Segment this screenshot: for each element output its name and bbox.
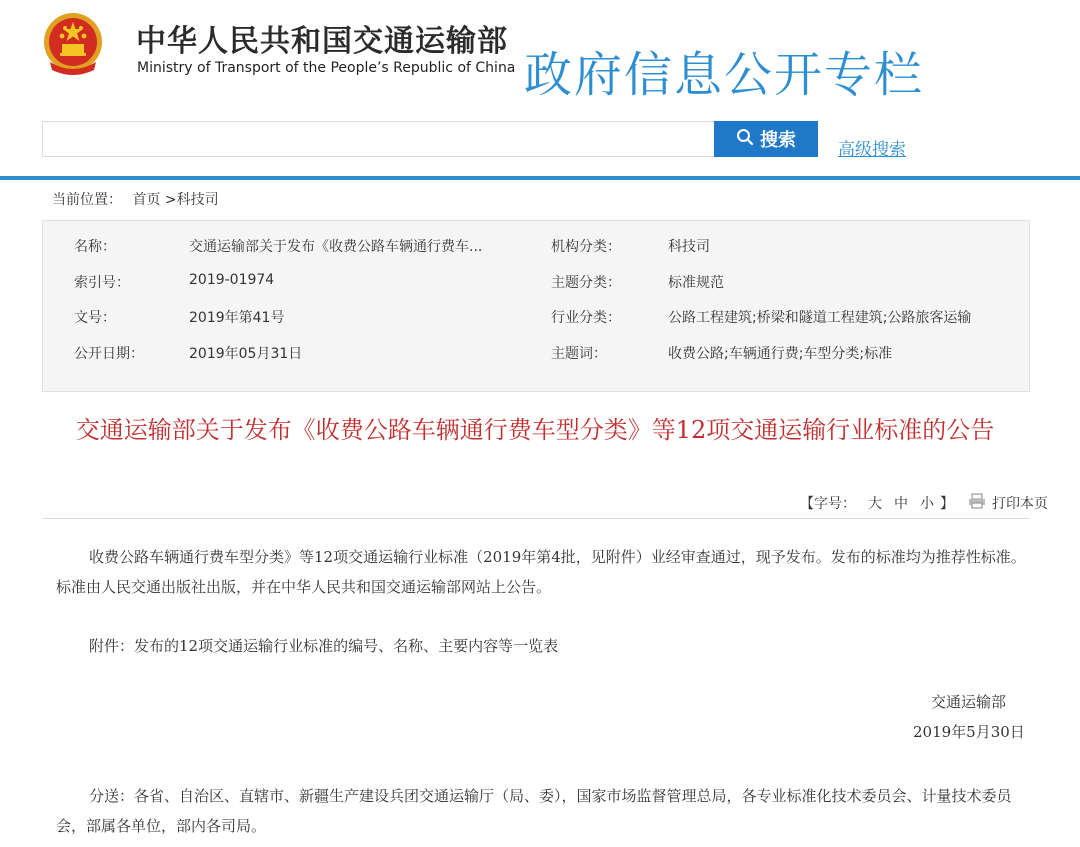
column-title: 政府信息公开专栏 <box>524 47 925 103</box>
font-size-medium-link[interactable]: 中 <box>894 496 908 512</box>
meta-name-value: 交通运输部关于发布《收费公路车辆通行费车... <box>189 239 483 255</box>
attachment-line: 附件：发布的12项交通运输行业标准的编号、名称、主要内容等一览表 <box>89 637 559 655</box>
meta-date-label: 公开日期： <box>74 346 144 362</box>
meta-org-value: 科技司 <box>668 239 710 255</box>
font-size-suffix: 】 <box>940 496 954 512</box>
meta-industry-value: 公路工程建筑;桥梁和隧道工程建筑;公路旅客运输 <box>668 310 972 326</box>
meta-index-label: 索引号： <box>74 275 130 291</box>
print-page-link[interactable]: 打印本页 <box>992 496 1048 512</box>
meta-name-label: 名称： <box>74 239 116 255</box>
breadcrumb-prefix: 当前位置： <box>52 192 122 208</box>
meta-date-value: 2019年05月31日 <box>189 346 303 362</box>
font-size-prefix: 【字号： <box>800 496 856 512</box>
breadcrumb-current-link[interactable]: 科技司 <box>176 192 219 208</box>
breadcrumb-home-link[interactable]: 首页 <box>132 192 161 208</box>
signature-org: 交通运输部 <box>931 693 1007 711</box>
font-size-large-link[interactable]: 大 <box>868 496 882 512</box>
meta-industry-label: 行业分类： <box>551 310 621 326</box>
meta-docno-label: 文号： <box>74 310 116 326</box>
distribution-paragraph: 分送：各省、自治区、直辖市、新疆生产建设兵团交通运输厅（局、委），国家市场监督管理总局，各专业标准化技术委员会、计量技术委员会，部属各单位，部内各司局。 <box>56 787 1012 835</box>
meta-keywords-label: 主题词： <box>551 346 607 362</box>
font-size-small-link[interactable]: 小 <box>920 496 934 512</box>
meta-topic-value: 标准规范 <box>668 275 724 291</box>
site-name-cn: 中华人民共和国交通运输部 <box>136 24 508 59</box>
meta-index-value: 2019-01974 <box>189 272 275 288</box>
breadcrumb-separator: > <box>160 192 177 208</box>
national-emblem-icon <box>40 10 106 80</box>
breadcrumb <box>52 189 219 209</box>
search-input[interactable] <box>42 121 714 157</box>
document-title: 交通运输部关于发布《收费公路车辆通行费车型分类》等12项交通运输行业标准的公告 <box>75 416 995 444</box>
search-button-label: 搜索 <box>760 130 796 151</box>
site-name-en: Ministry of Transport of the People’s Republic of China <box>137 60 516 76</box>
font-size-toolbar <box>800 493 1054 513</box>
search-button[interactable] <box>714 121 818 157</box>
signature-date: 2019年5月30日 <box>913 723 1025 741</box>
meta-docno-value: 2019年第41号 <box>189 310 285 326</box>
search-icon <box>736 128 754 151</box>
body-paragraph-1: 收费公路车辆通行费车型分类》等12项交通运输行业标准（2019年第4批，见附件）业经审查通过，现予发布。发布的标准均为推荐性标准。标准由人民交通出版社出版，并在中华人民共和国交通运输部网站上公告。 <box>56 548 1026 596</box>
printer-icon <box>968 493 986 513</box>
advanced-search-link[interactable]: 高级搜索 <box>838 140 906 160</box>
header-divider <box>0 176 1080 180</box>
meta-keywords-value: 收费公路;车辆通行费;车型分类;标准 <box>668 346 893 362</box>
meta-org-label: 机构分类： <box>551 239 621 255</box>
meta-topic-label: 主题分类： <box>551 275 621 291</box>
content-divider <box>42 518 1030 519</box>
